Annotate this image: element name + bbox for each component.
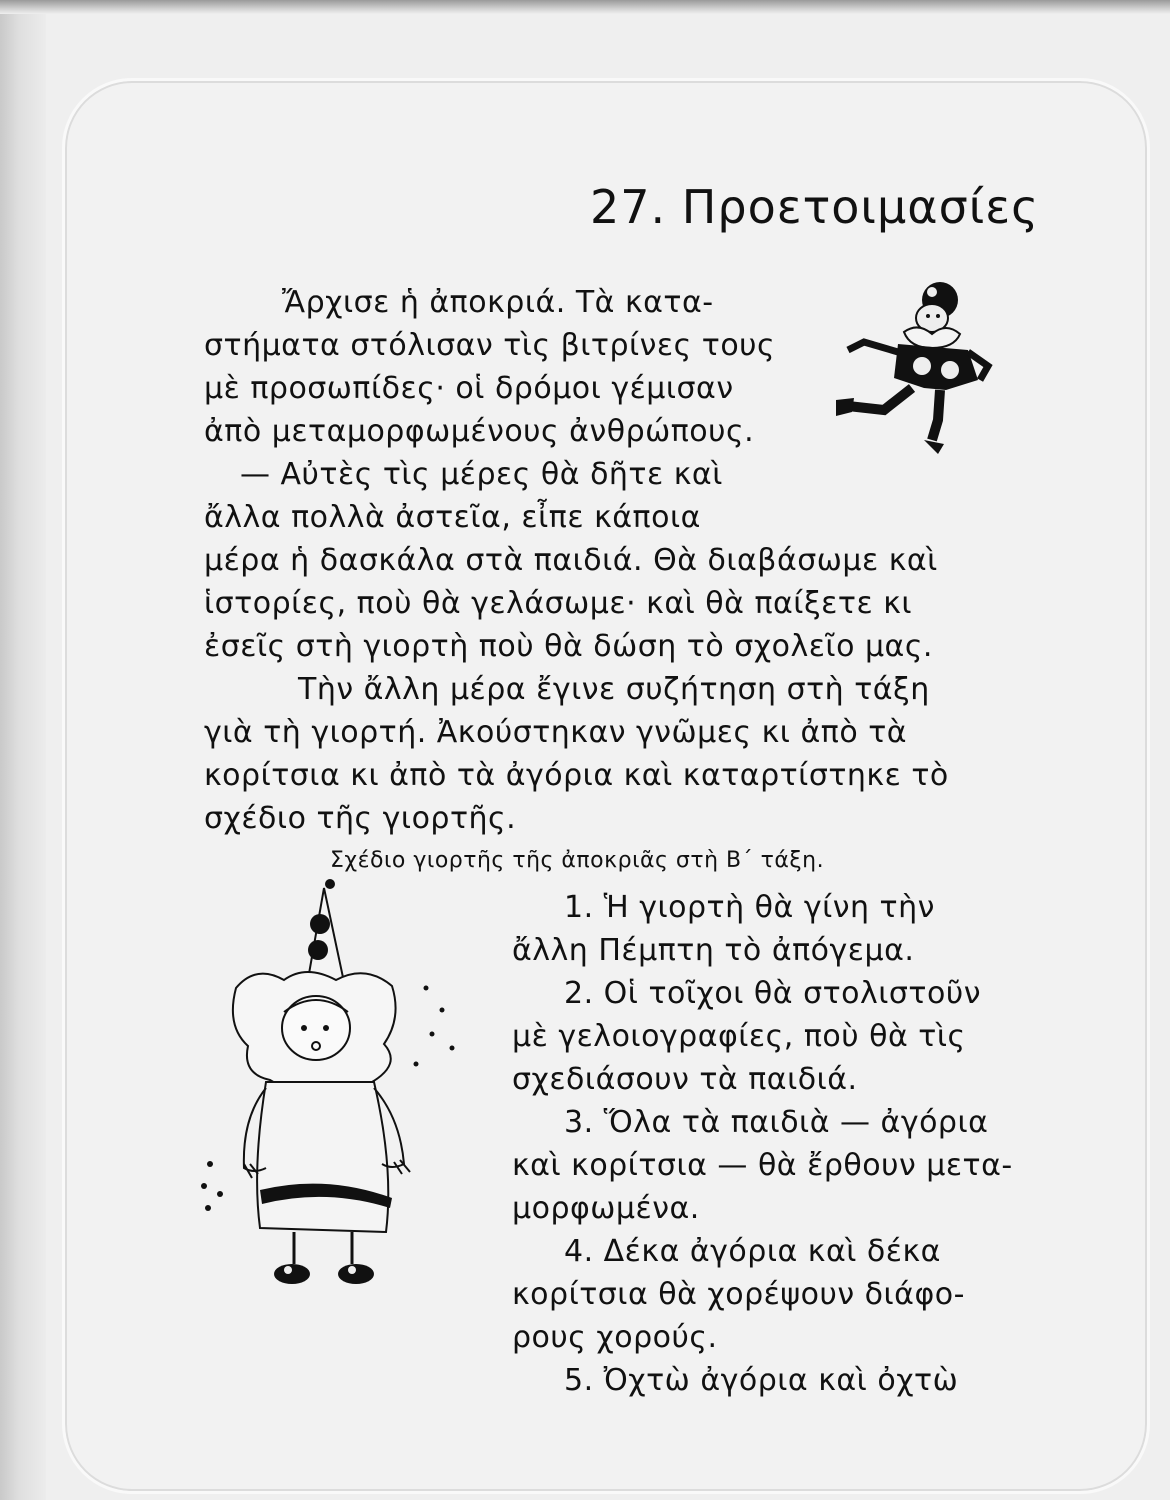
plan-line: 2. Οἱ τοῖχοι θὰ στολιστοῦν: [564, 976, 981, 1011]
page-title: 27. Προετοιμασίες: [590, 180, 1040, 234]
paragraph-line: ἐσεῖς στὴ γιορτὴ ποὺ θὰ δώση τὸ σχολεῖο μας.: [204, 629, 933, 664]
plan-line: κορίτσια θὰ χορέψουν διάφο-: [512, 1277, 965, 1312]
dancing-clown-illustration: [828, 270, 998, 470]
plan-line: 4. Δέκα ἀγόρια καὶ δέκα: [564, 1234, 941, 1269]
plan-line: 5. Ὀχτὼ ἀγόρια καὶ ὀχτὼ: [564, 1363, 959, 1398]
plan-line: καὶ κορίτσια — θὰ ἔρθουν μετα-: [512, 1148, 1013, 1183]
paragraph-line: κορίτσια κι ἀπὸ τὰ ἀγόρια καὶ καταρτίστηκε τὸ: [204, 758, 949, 793]
plan-line: 3. Ὅλα τὰ παιδιὰ — ἀγόρια: [564, 1105, 989, 1140]
plan-line: μορφωμένα.: [512, 1191, 700, 1226]
paragraph-line: ἄλλα πολλὰ ἀστεῖα, εἶπε κάποια: [204, 500, 701, 535]
paragraph-line: μέρα ἡ δασκάλα στὰ παιδιά. Θὰ διαβάσωμε καὶ: [204, 543, 938, 578]
plan-line: ἄλλη Πέμπτη τὸ ἀπόγεμα.: [512, 933, 915, 968]
page-top-edge: [0, 0, 1170, 14]
paragraph-line: Ἄρχισε ἡ ἀποκριά. Τὰ κατα-: [282, 285, 714, 320]
paragraph-line: μὲ προσωπίδες· οἱ δρόμοι γέμισαν: [204, 371, 734, 406]
plan-line: ρους χορούς.: [512, 1320, 718, 1355]
plan-line: μὲ γελοιογραφίες, ποὺ θὰ τὶς: [512, 1019, 966, 1054]
paragraph-line: στήματα στόλισαν τὶς βιτρίνες τους: [204, 328, 776, 363]
plan-line: σχεδιάσουν τὰ παιδιά.: [512, 1062, 858, 1097]
paragraph-line: ἀπὸ μεταμορφωμένους ἀνθρώπους.: [204, 414, 755, 449]
pierrot-child-illustration: [196, 868, 486, 1308]
plan-caption: Σχέδιο γιορτῆς τῆς ἀποκριᾶς στὴ Β΄ τάξη.: [330, 848, 825, 873]
page-binding-edge: [0, 0, 46, 1500]
paragraph-line: — Αὐτὲς τὶς μέρες θὰ δῆτε καὶ: [240, 457, 723, 492]
paragraph-line: σχέδιο τῆς γιορτῆς.: [204, 801, 517, 836]
paragraph-line: ἱστορίες, ποὺ θὰ γελάσωμε· καὶ θὰ παίξετε κι: [204, 586, 913, 621]
paragraph-line: γιὰ τὴ γιορτή. Ἀκούστηκαν γνῶμες κι ἀπὸ τὰ: [204, 715, 908, 750]
plan-line: 1. Ἡ γιορτὴ θὰ γίνη τὴν: [564, 890, 935, 925]
paragraph-line: Τὴν ἄλλη μέρα ἔγινε συζήτηση στὴ τάξη: [298, 672, 930, 707]
